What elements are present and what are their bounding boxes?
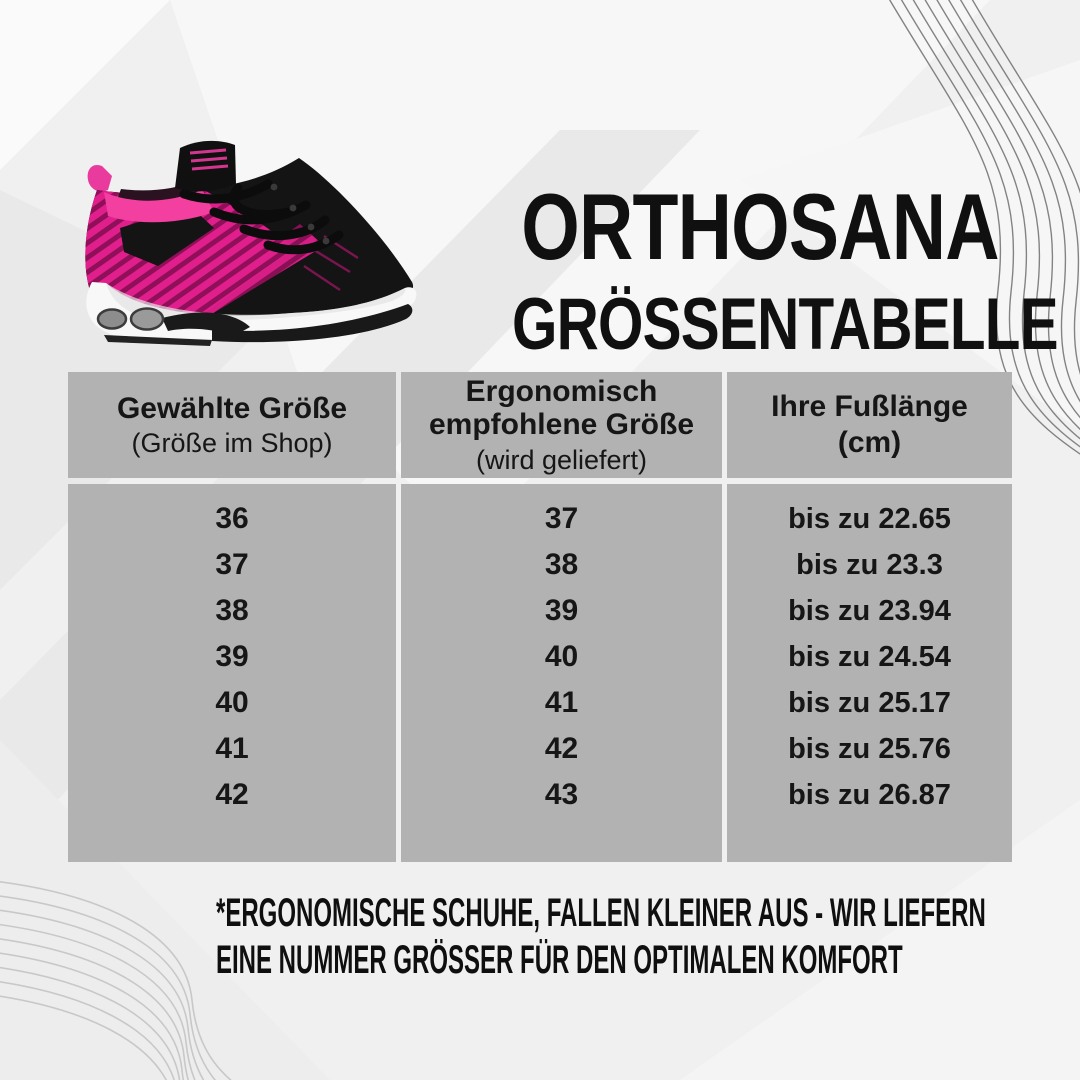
- delivered-size-column: [401, 484, 722, 862]
- foot-length-value: bis zu 23.94: [788, 594, 951, 627]
- column-title: Gewählte Größe: [116, 391, 348, 425]
- column-title: Ihre Fußlänge: [771, 390, 968, 424]
- shop-size-column: [68, 484, 396, 862]
- foot-length-column: [727, 484, 1012, 862]
- product-image: [62, 132, 434, 372]
- delivered-size-value: 43: [544, 778, 579, 811]
- column-subtitle: (cm): [837, 426, 902, 459]
- foot-length-value: bis zu 23.3: [796, 548, 943, 581]
- column-header-delivered-size: [401, 372, 722, 478]
- header: [450, 174, 1070, 365]
- delivered-size-value: 38: [544, 548, 579, 581]
- shop-size-value: 41: [215, 732, 249, 765]
- shop-size-value: 36: [215, 502, 249, 535]
- column-subtitle: (Größe im Shop): [131, 428, 333, 459]
- footnote-line-1: *ERGONOMISCHE SCHUHE, FALLEN KLEINER AUS - WIR LIEFERN: [216, 891, 986, 935]
- footnote: [0, 890, 1080, 984]
- page-title: GRÖSSENTABELLE: [512, 284, 1058, 365]
- shop-size-value: 39: [215, 640, 249, 673]
- column-subtitle: (wird geliefert): [475, 444, 648, 475]
- foot-length-value: bis zu 25.76: [788, 732, 951, 765]
- delivered-size-value: 41: [544, 686, 579, 719]
- shop-size-value: 40: [215, 686, 249, 719]
- brand-name: ORTHOSANA: [521, 174, 999, 279]
- delivered-size-value: 39: [544, 594, 579, 627]
- delivered-size-value: 37: [544, 502, 579, 535]
- foot-length-value: bis zu 22.65: [788, 502, 951, 535]
- foot-length-value: bis zu 25.17: [788, 686, 951, 719]
- shop-size-value: 37: [215, 548, 249, 581]
- delivered-size-value: 42: [544, 732, 579, 765]
- pink-black-sneaker-image: [62, 132, 434, 372]
- column-header-foot-length: [727, 372, 1012, 478]
- foot-length-value: bis zu 26.87: [788, 778, 951, 811]
- foot-length-value: bis zu 24.54: [788, 640, 951, 673]
- footnote-line-2: EINE NUMMER GRÖSSER FÜR DEN OPTIMALEN KOMFORT: [216, 938, 903, 983]
- shop-size-value: 42: [215, 778, 249, 811]
- delivered-size-value: 40: [544, 640, 579, 673]
- size-table: [68, 372, 1012, 862]
- shop-size-value: 38: [215, 594, 249, 627]
- column-title: Ergonomisch empfohlene Größe: [428, 374, 695, 442]
- column-header-shop-size: [68, 372, 396, 478]
